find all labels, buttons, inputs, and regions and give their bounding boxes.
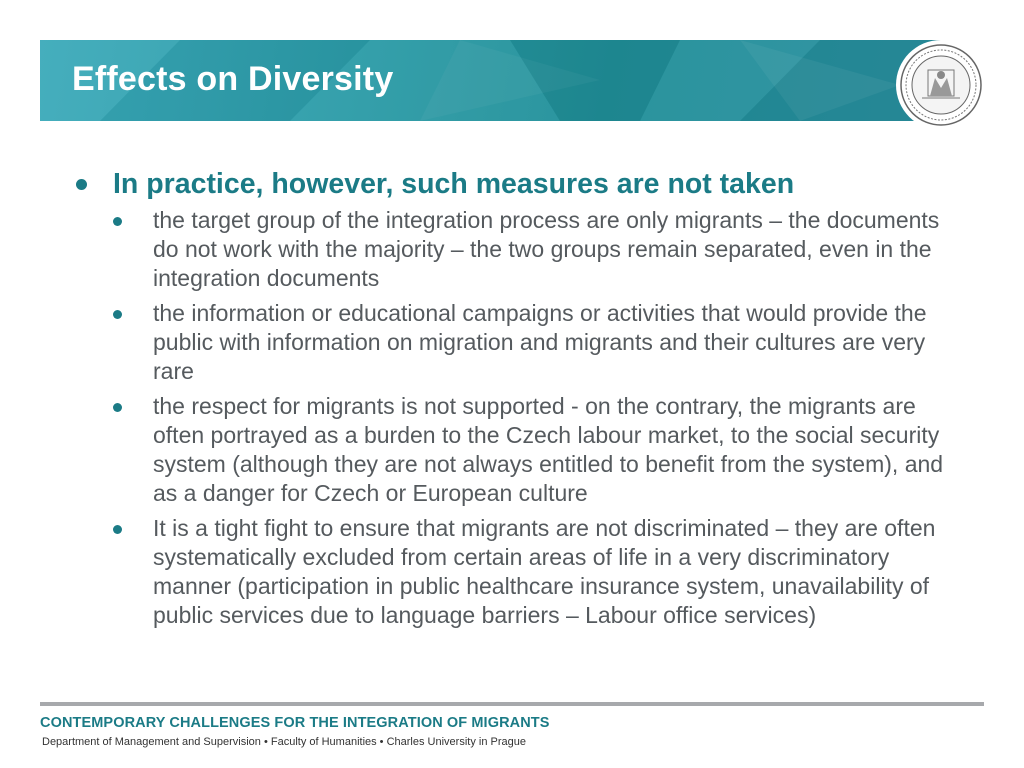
sub-bullet: [110, 206, 970, 293]
title-banner: [40, 40, 984, 121]
footer-title: CONTEMPORARY CHALLENGES FOR THE INTEGRATION OF MIGRANTS: [40, 715, 550, 731]
sub-bullet-text: the information or educational campaigns or activities that would provide the public with information on migration and migrants and their cultures are very rare: [153, 300, 927, 384]
sub-bullet: [110, 299, 970, 386]
university-seal-icon: [886, 40, 986, 130]
footer-divider: [40, 702, 984, 706]
bullet-dot-icon: [76, 179, 87, 190]
footer-subtitle: Department of Management and Supervision • Faculty of Humanities • Charles University in Prague: [42, 736, 526, 748]
bullet-dot-icon: [113, 217, 122, 226]
main-bullet: [70, 166, 970, 202]
sub-bullet: [110, 514, 970, 630]
sub-bullet: [110, 392, 970, 508]
bullet-dot-icon: [113, 525, 122, 534]
main-bullet-text: In practice, however, such measures are not taken: [113, 168, 795, 200]
sub-bullet-text: the target group of the integration process are only migrants – the documents do not work with the majority – the two groups remain separated, even in the integration documents: [153, 207, 940, 291]
bullet-dot-icon: [113, 403, 122, 412]
bullet-dot-icon: [113, 310, 122, 319]
slide-title: Effects on Diversity: [72, 60, 394, 98]
slide-body: [70, 166, 970, 636]
sub-bullet-text: the respect for migrants is not supported - on the contrary, the migrants are often portrayed as a burden to the Czech labour market, to the social security system (although they are not always entitled to benefit from the system), and as a danger for Czech or European culture: [153, 393, 944, 506]
sub-bullet-text: It is a tight fight to ensure that migrants are not discriminated – they are often systematically excluded from certain areas of life in a very discriminatory manner (participation in public healthcare insurance system, unavailability of public services due to language barriers – Labour office services): [153, 515, 936, 628]
sub-bullet-list: [70, 206, 970, 630]
